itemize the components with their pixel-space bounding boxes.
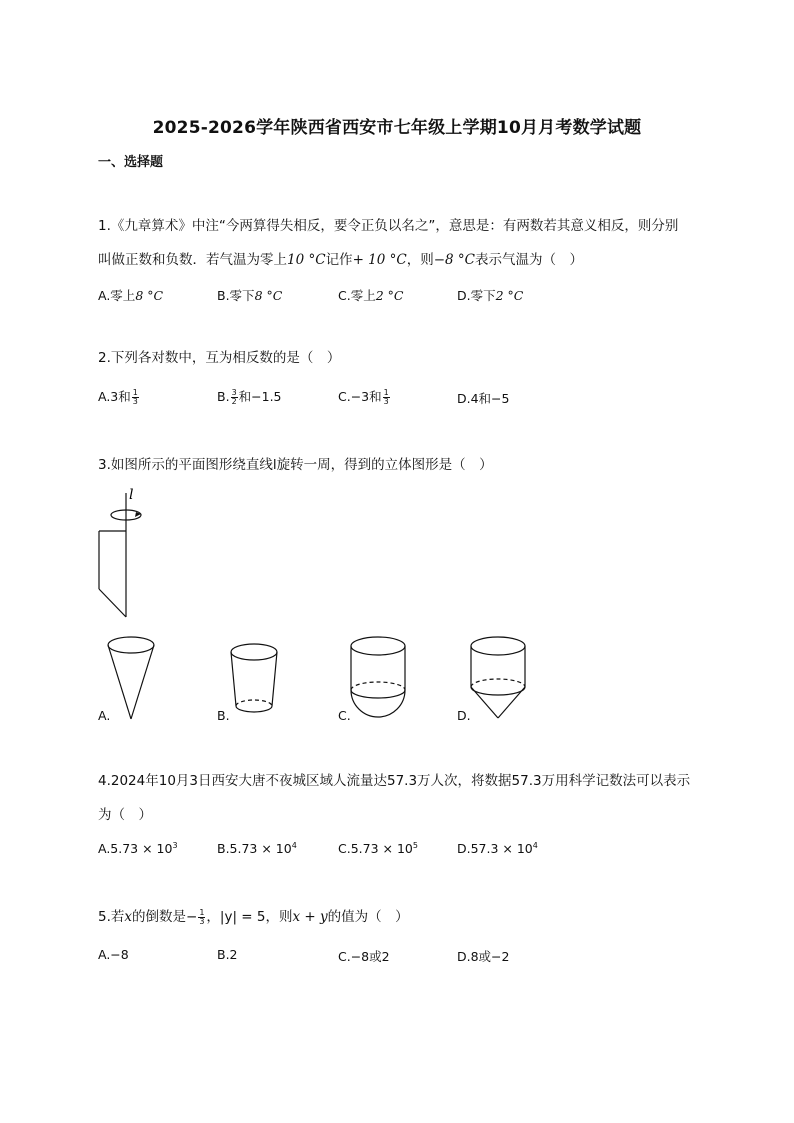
question-1-line-1: 1.《九章算术》中注“今两算得失相反，要令正负以名之”，意思是：有两数若其意义相反，则分别 [98,218,679,234]
question-4-option-d: $D.57.3 \times 10^4$ [457,841,538,856]
question-3-option-d: D. [457,708,471,723]
question-2-option-c: C.−3和 $\frac{1}{3}$ [338,388,389,406]
question-3-stem: 3.如图所示的平面图形绕直线l旋转一周，得到的立体图形是（ ） [98,457,493,473]
axis-label-l: l [129,487,134,503]
question-3-option-a: A. [98,708,111,723]
question-4-option-c: $C.5.73 \times 10^5$ [338,841,418,856]
question-4-line-1: 4.2024年10月3日西安大唐不夜城区域人流量达57.3万人次，将数据57.3万用科学记数法可以表示 [98,773,691,789]
question-5-option-d: D.8或−2 [457,949,510,964]
option-d-cylinder-cone-figure [465,632,531,724]
page-title: 2025-2026学年陕西省西安市七年级上学期10月月考数学试题 [152,118,642,138]
question-2-option-b: B. $\frac{3}{2}$ 和−1.5 [217,388,282,406]
question-1-option-a: A.零上8 °C [98,288,164,303]
question-1-option-b: B.零下8 °C [217,288,283,303]
question-1-line-2: 叫做正数和负数．若气温为零上10 °C记作+ 10 °C，则−8 °C表示气温为（ ） [98,252,583,268]
question-1-option-d: D.零下2 °C [457,288,524,303]
question-2-option-a: A.3和 $\frac{1}{3}$ [98,388,138,406]
option-c-cylinder-hemisphere-figure [345,632,411,724]
question-4-option-a: $A.5.73 \times 10^3$ [98,841,178,856]
option-b-frustum-figure [224,640,284,720]
question-5-option-c: C.−8或2 [338,949,390,964]
question-4-line-2: 为（ ） [98,807,152,823]
question-5-stem: 5.若x的倒数是− $\frac{1}{3}$ ，|y| = 5，则x + y的值为（ ） [98,907,409,926]
question-4-option-b: $B.5.73 \times 10^4$ [217,841,297,856]
option-a-cone-figure [104,633,164,723]
question-2-stem: 2.下列各对数中，互为相反数的是（ ） [98,350,341,366]
section-heading: 一、选择题 [98,155,164,170]
rotation-plane-figure [92,485,152,620]
question-5-option-a: A.−8 [98,947,129,962]
question-5-option-b: B.2 [217,947,238,962]
question-2-option-d: D.4和−5 [457,391,510,406]
question-3-option-c: C. [338,708,351,723]
question-3-option-b: B. [217,708,230,723]
question-1-option-c: C.零上2 °C [338,288,404,303]
